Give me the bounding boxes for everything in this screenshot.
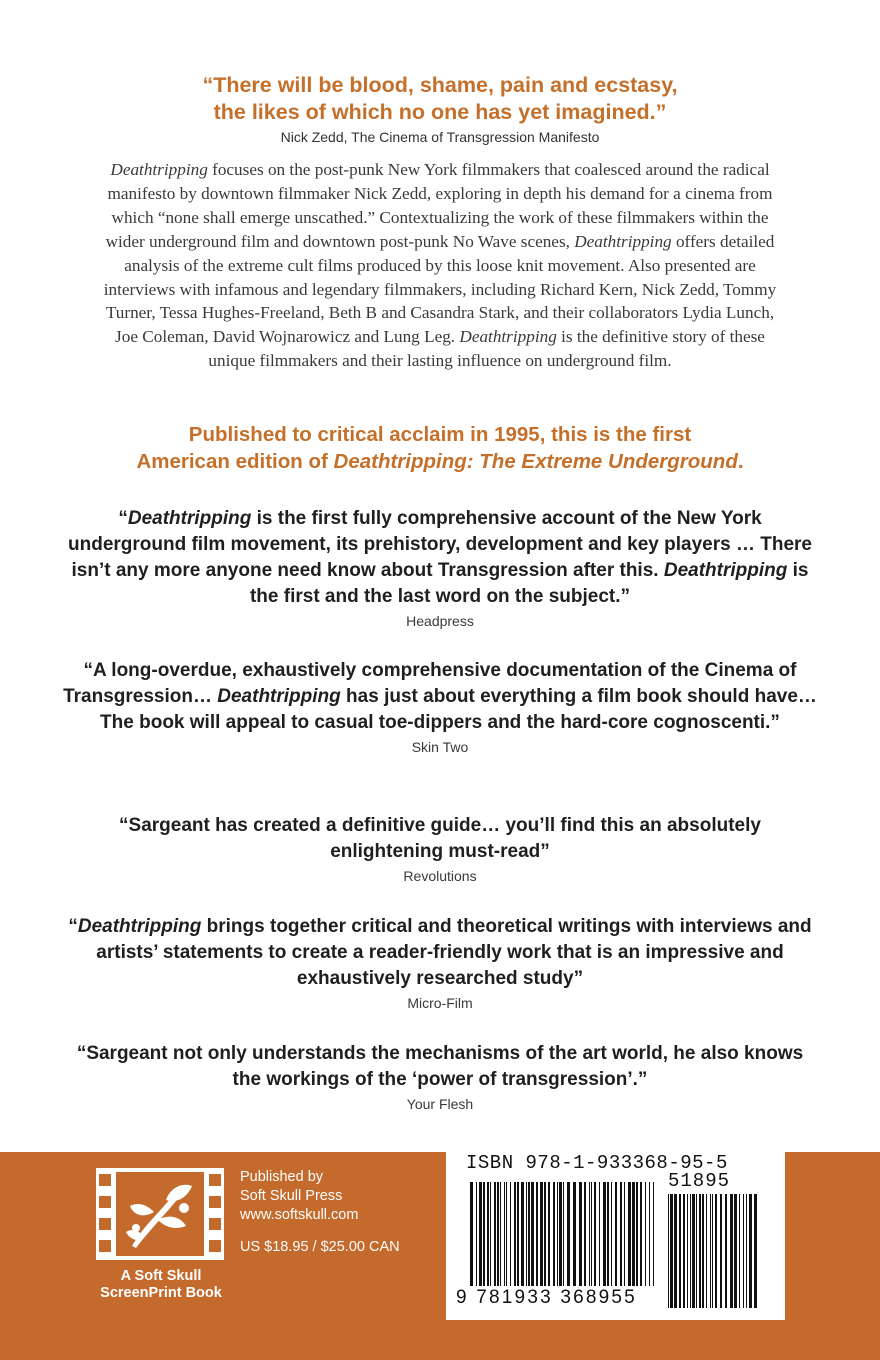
barcode-bar <box>510 1182 511 1286</box>
footer-band <box>0 1152 880 1360</box>
review-text-part: brings together critical and theoretical writings with interviews and artists’ statements to create a reader-friendly work that is an impressive and exhaustively researched study” <box>96 916 812 989</box>
logo-caption-line-2: ScreenPrint Book <box>100 1285 222 1301</box>
barcode-bar <box>553 1182 555 1286</box>
epigraph-line-2: the likes of which no one has yet imagined.” <box>213 100 667 124</box>
ean-digits: 9 781933 368955 <box>456 1287 637 1308</box>
barcode-bar <box>536 1182 538 1286</box>
review-text: “Deathtripping brings together critical and theoretical writings with interviews and artists’ statements to create a reader-friendly work that is an impressive and exhaustively researched study” <box>68 916 812 989</box>
acclaim-book-title: Deathtripping: The Extreme Underground <box>333 450 738 473</box>
addon-barcode <box>668 1194 768 1308</box>
review-text-part: is the first and the last word on the subject.” <box>249 560 809 607</box>
review-micro-film <box>60 914 820 1011</box>
review-text-part: has just about everything a film book should have… The book will appeal to casual toe-dippers and the hard-core cognoscenti.” <box>100 686 817 733</box>
barcode-bar <box>479 1182 482 1286</box>
barcode-bar <box>476 1182 477 1286</box>
barcode-bar <box>494 1182 496 1286</box>
film-strip-icon <box>96 1168 224 1260</box>
barcode-bar <box>674 1194 677 1308</box>
logo-caption <box>94 1268 228 1302</box>
acclaim-line-2 <box>0 448 880 475</box>
barcode-bar <box>687 1194 688 1308</box>
barcode-bar <box>720 1194 722 1308</box>
price: US $18.95 / $25.00 CAN <box>240 1239 400 1255</box>
review-skin-two <box>60 658 820 755</box>
publisher-website: www.softskull.com <box>240 1207 359 1223</box>
barcode-bar <box>548 1182 550 1286</box>
ean-barcode <box>470 1182 660 1286</box>
barcode-bar <box>615 1182 617 1286</box>
barcode-bar <box>483 1182 485 1286</box>
barcode-bar <box>591 1182 592 1286</box>
acclaim-note <box>0 421 880 475</box>
barcode-bar <box>670 1194 673 1308</box>
barcode-bar <box>594 1182 596 1286</box>
barcode-bar <box>679 1194 681 1308</box>
description-title: Deathtripping <box>459 327 557 347</box>
published-by-label: Published by <box>240 1169 324 1185</box>
description-part-3: is the definitive story of these unique filmmakers and their lasting influence on underground film. <box>208 327 765 371</box>
barcode-bar <box>683 1194 685 1308</box>
epigraph-attribution: Nick Zedd, The Cinema of Transgression Manifesto <box>280 129 600 145</box>
barcode-bar <box>632 1182 635 1286</box>
barcode-bar <box>584 1182 586 1286</box>
barcode-bar <box>749 1194 752 1308</box>
barcode-bar <box>653 1182 654 1286</box>
barcode-bar <box>715 1194 717 1308</box>
barcode-bar <box>649 1182 650 1286</box>
barcode-bar <box>710 1194 711 1308</box>
review-your-flesh <box>60 1041 820 1112</box>
barcode-bar <box>579 1182 582 1286</box>
review-book-title: Deathtripping <box>217 686 341 707</box>
barcode-bar <box>611 1182 612 1286</box>
barcode-bar <box>599 1182 600 1286</box>
barcode-bar <box>706 1194 707 1308</box>
barcode-bar <box>690 1194 691 1308</box>
description-title: Deathtripping <box>110 160 208 179</box>
barcode-bar <box>725 1194 727 1308</box>
review-book-title: Deathtripping <box>77 916 202 937</box>
logo-caption-line-1: A Soft Skull <box>120 1268 202 1284</box>
book-description <box>100 158 780 373</box>
barcode-bar <box>668 1194 669 1308</box>
barcode-bar <box>640 1182 642 1286</box>
review-text: “Deathtripping is the first fully comprehensive account of the New York underground film movement, its prehistory, development and key players … There isn’t any more anyone need know about Transgression after this. Deathtripping is the first and the last word on the subject.” <box>68 508 812 607</box>
review-text: “Sargeant not only understands the mechanisms of the art world, he also knows the workings of the ‘power of transgression’.” <box>76 1043 804 1090</box>
barcode-bar <box>526 1182 527 1286</box>
review-source: Micro-Film <box>407 995 473 1011</box>
barcode-bar <box>470 1182 473 1286</box>
review-text-part: is the first fully comprehensive account of the New York underground film movement, its prehistory, development and key players … There isn’t any more anyone need know about Transgression after this. <box>68 508 812 581</box>
barcode-bar <box>589 1182 590 1286</box>
description-part-2: offers detailed analysis of the extreme cult films produced by this loose knit movement. Also presented are interviews with infamous and legendary filmmakers, including Richard Kern, Nick Zedd, Tommy Turner, Tessa Hughes-Freeland, Beth B and Casandra Stark, and their collaborators Lydia Lunch, Joe Coleman, David Wojnarowicz and Lung Leg. <box>103 231 777 347</box>
description-title: Deathtripping <box>574 231 672 251</box>
barcode-bar <box>497 1182 499 1286</box>
barcode-bar <box>746 1194 747 1308</box>
barcode-bar <box>487 1182 489 1286</box>
barcode-bar <box>702 1194 704 1308</box>
barcode-bar <box>521 1182 524 1286</box>
review-book-title: Deathtripping <box>127 508 252 529</box>
barcode-bar <box>544 1182 546 1286</box>
barcode-bar <box>603 1182 606 1286</box>
barcode-bar <box>528 1182 530 1286</box>
epigraph-quote <box>0 72 880 126</box>
barcode-bar <box>696 1194 697 1308</box>
barcode-bar <box>730 1194 733 1308</box>
barcode-bar <box>573 1182 576 1286</box>
barcode-bar <box>636 1182 638 1286</box>
barcode-bar <box>563 1182 564 1286</box>
barcode-bar <box>624 1182 625 1286</box>
barcode-bar <box>517 1182 519 1286</box>
acclaim-suffix: . <box>737 450 744 473</box>
barcode-bar <box>506 1182 507 1286</box>
barcode-bar <box>531 1182 534 1286</box>
review-text <box>60 658 820 736</box>
barcode-bar <box>692 1194 695 1308</box>
publisher-name: Soft Skull Press <box>240 1188 343 1204</box>
acclaim-prefix: American edition of <box>136 450 334 473</box>
barcode-bar <box>754 1194 757 1308</box>
description-part-1: focuses on the post-punk New York filmmakers that coalesced around the radical manifesto by downtown filmmaker Nick Zedd, exploring in depth his demand for a cinema from which “none shall emerge unscathed.” Contextualizing the work of these filmmakers within the wider underground film and downtown post-punk No Wave scenes, <box>105 160 773 251</box>
review-text-part: “A long-overdue, exhaustively comprehensive documentation of the Cinema of Transgression… <box>63 660 797 707</box>
barcode-bar <box>557 1182 558 1286</box>
review-source: Headpress <box>406 613 474 629</box>
review-source: Your Flesh <box>406 1096 474 1112</box>
barcode-bar <box>490 1182 491 1286</box>
barcode-bar <box>628 1182 631 1286</box>
addon-digits: 51895 <box>668 1170 731 1192</box>
barcode-bar <box>734 1194 737 1308</box>
review-headpress <box>60 506 820 629</box>
barcode-bar <box>699 1194 701 1308</box>
review-book-title: Deathtripping <box>663 560 788 581</box>
barcode-bar <box>712 1194 713 1308</box>
review-revolutions <box>60 813 820 884</box>
barcode-bar <box>504 1182 505 1286</box>
epigraph <box>0 72 880 145</box>
barcode-bar <box>743 1194 744 1308</box>
barcode <box>446 1152 785 1320</box>
review-source: Revolutions <box>403 868 477 884</box>
publisher-info <box>240 1168 400 1257</box>
review-text: “Sargeant has created a definitive guide… you’ll find this an absolutely enlightening must-read” <box>119 815 761 862</box>
barcode-bar <box>514 1182 516 1286</box>
barcode-bar <box>559 1182 562 1286</box>
barcode-bar <box>500 1182 501 1286</box>
acclaim-line-1: Published to critical acclaim in 1995, this is the first <box>188 423 692 446</box>
barcode-bar <box>607 1182 609 1286</box>
publisher-logo <box>94 1168 224 1302</box>
barcode-bar <box>540 1182 543 1286</box>
barcode-bar <box>645 1182 646 1286</box>
barcode-bar <box>620 1182 622 1286</box>
review-source: Skin Two <box>411 739 469 755</box>
barcode-bar <box>739 1194 740 1308</box>
barcode-bar <box>567 1182 570 1286</box>
epigraph-line-1: “There will be blood, shame, pain and ecstasy, <box>202 73 678 97</box>
isbn-number: ISBN 978-1-933368-95-5 <box>466 1152 728 1174</box>
